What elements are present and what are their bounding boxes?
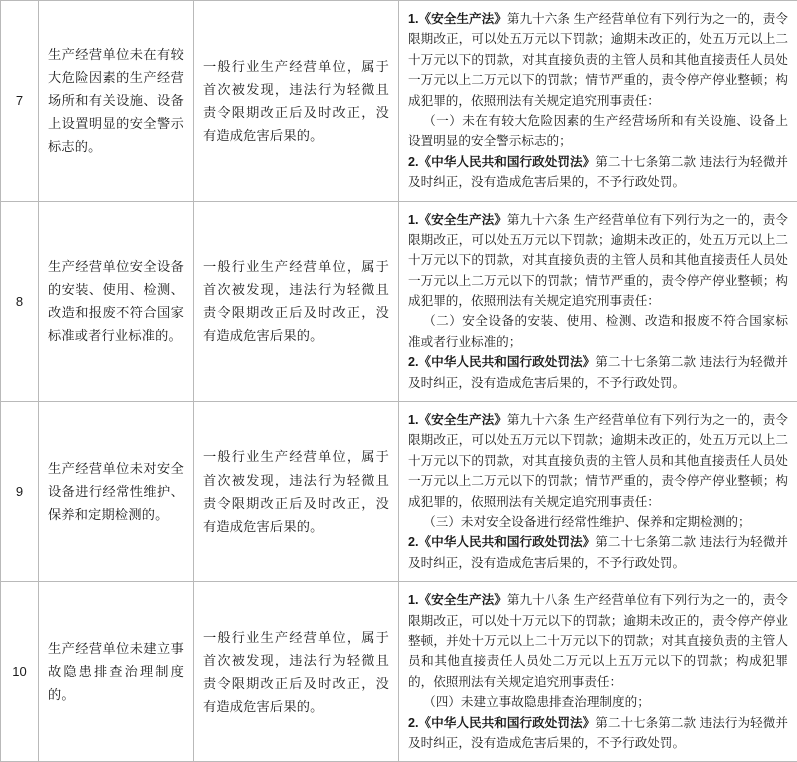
law-secondary bbox=[408, 152, 788, 193]
law-secondary-text: 第二十七条第二款 违法行为轻微并及时纠正，没有造成危害后果的，不予行政处罚。 bbox=[408, 155, 788, 189]
table-row bbox=[1, 582, 797, 762]
legal-basis bbox=[399, 1, 797, 202]
table-row bbox=[1, 402, 797, 582]
law-primary-item bbox=[408, 512, 788, 532]
violation-description: 生产经营单位未建立事故隐患排查治理制度的。 bbox=[39, 582, 194, 762]
violation-description: 生产经营单位安全设备的安装、使用、检测、改造和报废不符合国家标准或者行业标准的。 bbox=[39, 201, 194, 402]
applicable-condition: 一般行业生产经营单位，属于首次被发现，违法行为轻微且责令限期改正后及时改正，没有造成危害后果的。 bbox=[194, 1, 399, 202]
law-secondary bbox=[408, 352, 788, 393]
law-primary-item bbox=[408, 311, 788, 352]
legal-basis bbox=[399, 582, 797, 762]
table-row bbox=[1, 1, 797, 202]
law-primary-name: 1.《安全生产法》 bbox=[408, 413, 507, 427]
legal-basis-block bbox=[408, 9, 788, 193]
law-secondary bbox=[408, 532, 788, 573]
law-primary-text: 第九十八条 生产经营单位有下列行为之一的，责令限期改正，可以处十万元以下的罚款；逾期未改正的，责令停产停业整顿，并处十万元以上二十万元以下的罚款；对其直接负责的主管人员和其他直接责任人员处二万元以上五万元以下的罚款；构成犯罪的，依照刑法有关规定追究刑事责任： bbox=[408, 593, 788, 689]
law-primary-item bbox=[408, 692, 788, 712]
law-secondary-name: 2.《中华人民共和国行政处罚法》 bbox=[408, 155, 595, 169]
law-primary bbox=[408, 410, 788, 512]
law-primary-item-text: （一）未在有较大危险因素的生产经营场所和有关设施、设备上设置明显的安全警示标志的； bbox=[408, 111, 788, 152]
law-primary-item-text: （二）安全设备的安装、使用、检测、改造和报废不符合国家标准或者行业标准的； bbox=[408, 311, 788, 352]
legal-basis-block bbox=[408, 410, 788, 573]
law-secondary-text: 第二十七条第二款 违法行为轻微并及时纠正，没有造成危害后果的，不予行政处罚。 bbox=[408, 535, 788, 569]
law-primary-text: 第九十六条 生产经营单位有下列行为之一的，责令限期改正，可以处五万元以下罚款；逾期未改正的，处五万元以上二十万元以下的罚款，对其直接负责的主管人员和其他直接责任人员处一万元以上二万元以下的罚款；情节严重的，责令停产停业整顿；构成犯罪的，依照刑法有关规定追究刑事责任： bbox=[408, 213, 788, 309]
legal-basis bbox=[399, 201, 797, 402]
table-row bbox=[1, 201, 797, 402]
legal-basis bbox=[399, 402, 797, 582]
violation-description: 生产经营单位未对安全设备进行经常性维护、保养和定期检测的。 bbox=[39, 402, 194, 582]
violation-description: 生产经营单位未在有较大危险因素的生产经营场所和有关设施、设备上设置明显的安全警示标志的。 bbox=[39, 1, 194, 202]
law-primary bbox=[408, 590, 788, 692]
legal-basis-block bbox=[408, 590, 788, 753]
law-secondary-text: 第二十七条第二款 违法行为轻微并及时纠正，没有造成危害后果的，不予行政处罚。 bbox=[408, 355, 788, 389]
law-primary bbox=[408, 210, 788, 312]
law-secondary-text: 第二十七条第二款 违法行为轻微并及时纠正，没有造成危害后果的，不予行政处罚。 bbox=[408, 716, 788, 750]
applicable-condition: 一般行业生产经营单位，属于首次被发现，违法行为轻微且责令限期改正后及时改正，没有造成危害后果的。 bbox=[194, 201, 399, 402]
law-secondary-name: 2.《中华人民共和国行政处罚法》 bbox=[408, 535, 595, 549]
row-index: 7 bbox=[1, 1, 39, 202]
law-primary bbox=[408, 9, 788, 111]
table-body bbox=[1, 1, 797, 762]
law-primary-item-text: （三）未对安全设备进行经常性维护、保养和定期检测的； bbox=[408, 512, 788, 532]
applicable-condition: 一般行业生产经营单位，属于首次被发现，违法行为轻微且责令限期改正后及时改正，没有造成危害后果的。 bbox=[194, 402, 399, 582]
law-primary-name: 1.《安全生产法》 bbox=[408, 213, 507, 227]
law-primary-name: 1.《安全生产法》 bbox=[408, 593, 507, 607]
law-secondary-name: 2.《中华人民共和国行政处罚法》 bbox=[408, 355, 595, 369]
law-primary-name: 1.《安全生产法》 bbox=[408, 12, 507, 26]
legal-basis-block bbox=[408, 210, 788, 394]
row-index: 9 bbox=[1, 402, 39, 582]
law-secondary-name: 2.《中华人民共和国行政处罚法》 bbox=[408, 716, 595, 730]
law-primary-item-text: （四）未建立事故隐患排查治理制度的； bbox=[408, 692, 788, 712]
law-secondary bbox=[408, 713, 788, 754]
row-index: 10 bbox=[1, 582, 39, 762]
row-index: 8 bbox=[1, 201, 39, 402]
law-primary-item bbox=[408, 111, 788, 152]
law-primary-text: 第九十六条 生产经营单位有下列行为之一的，责令限期改正，可以处五万元以下罚款；逾期未改正的，处五万元以上二十万元以下的罚款，对其直接负责的主管人员和其他直接责任人员处一万元以上二万元以下的罚款；情节严重的，责令停产停业整顿；构成犯罪的，依照刑法有关规定追究刑事责任： bbox=[408, 413, 788, 509]
applicable-condition: 一般行业生产经营单位，属于首次被发现，违法行为轻微且责令限期改正后及时改正，没有造成危害后果的。 bbox=[194, 582, 399, 762]
law-primary-text: 第九十六条 生产经营单位有下列行为之一的，责令限期改正，可以处五万元以下罚款；逾期未改正的，处五万元以上二十万元以下的罚款，对其直接负责的主管人员和其他直接责任人员处一万元以上二万元以下的罚款；情节严重的，责令停产停业整顿；构成犯罪的，依照刑法有关规定追究刑事责任： bbox=[408, 12, 788, 108]
